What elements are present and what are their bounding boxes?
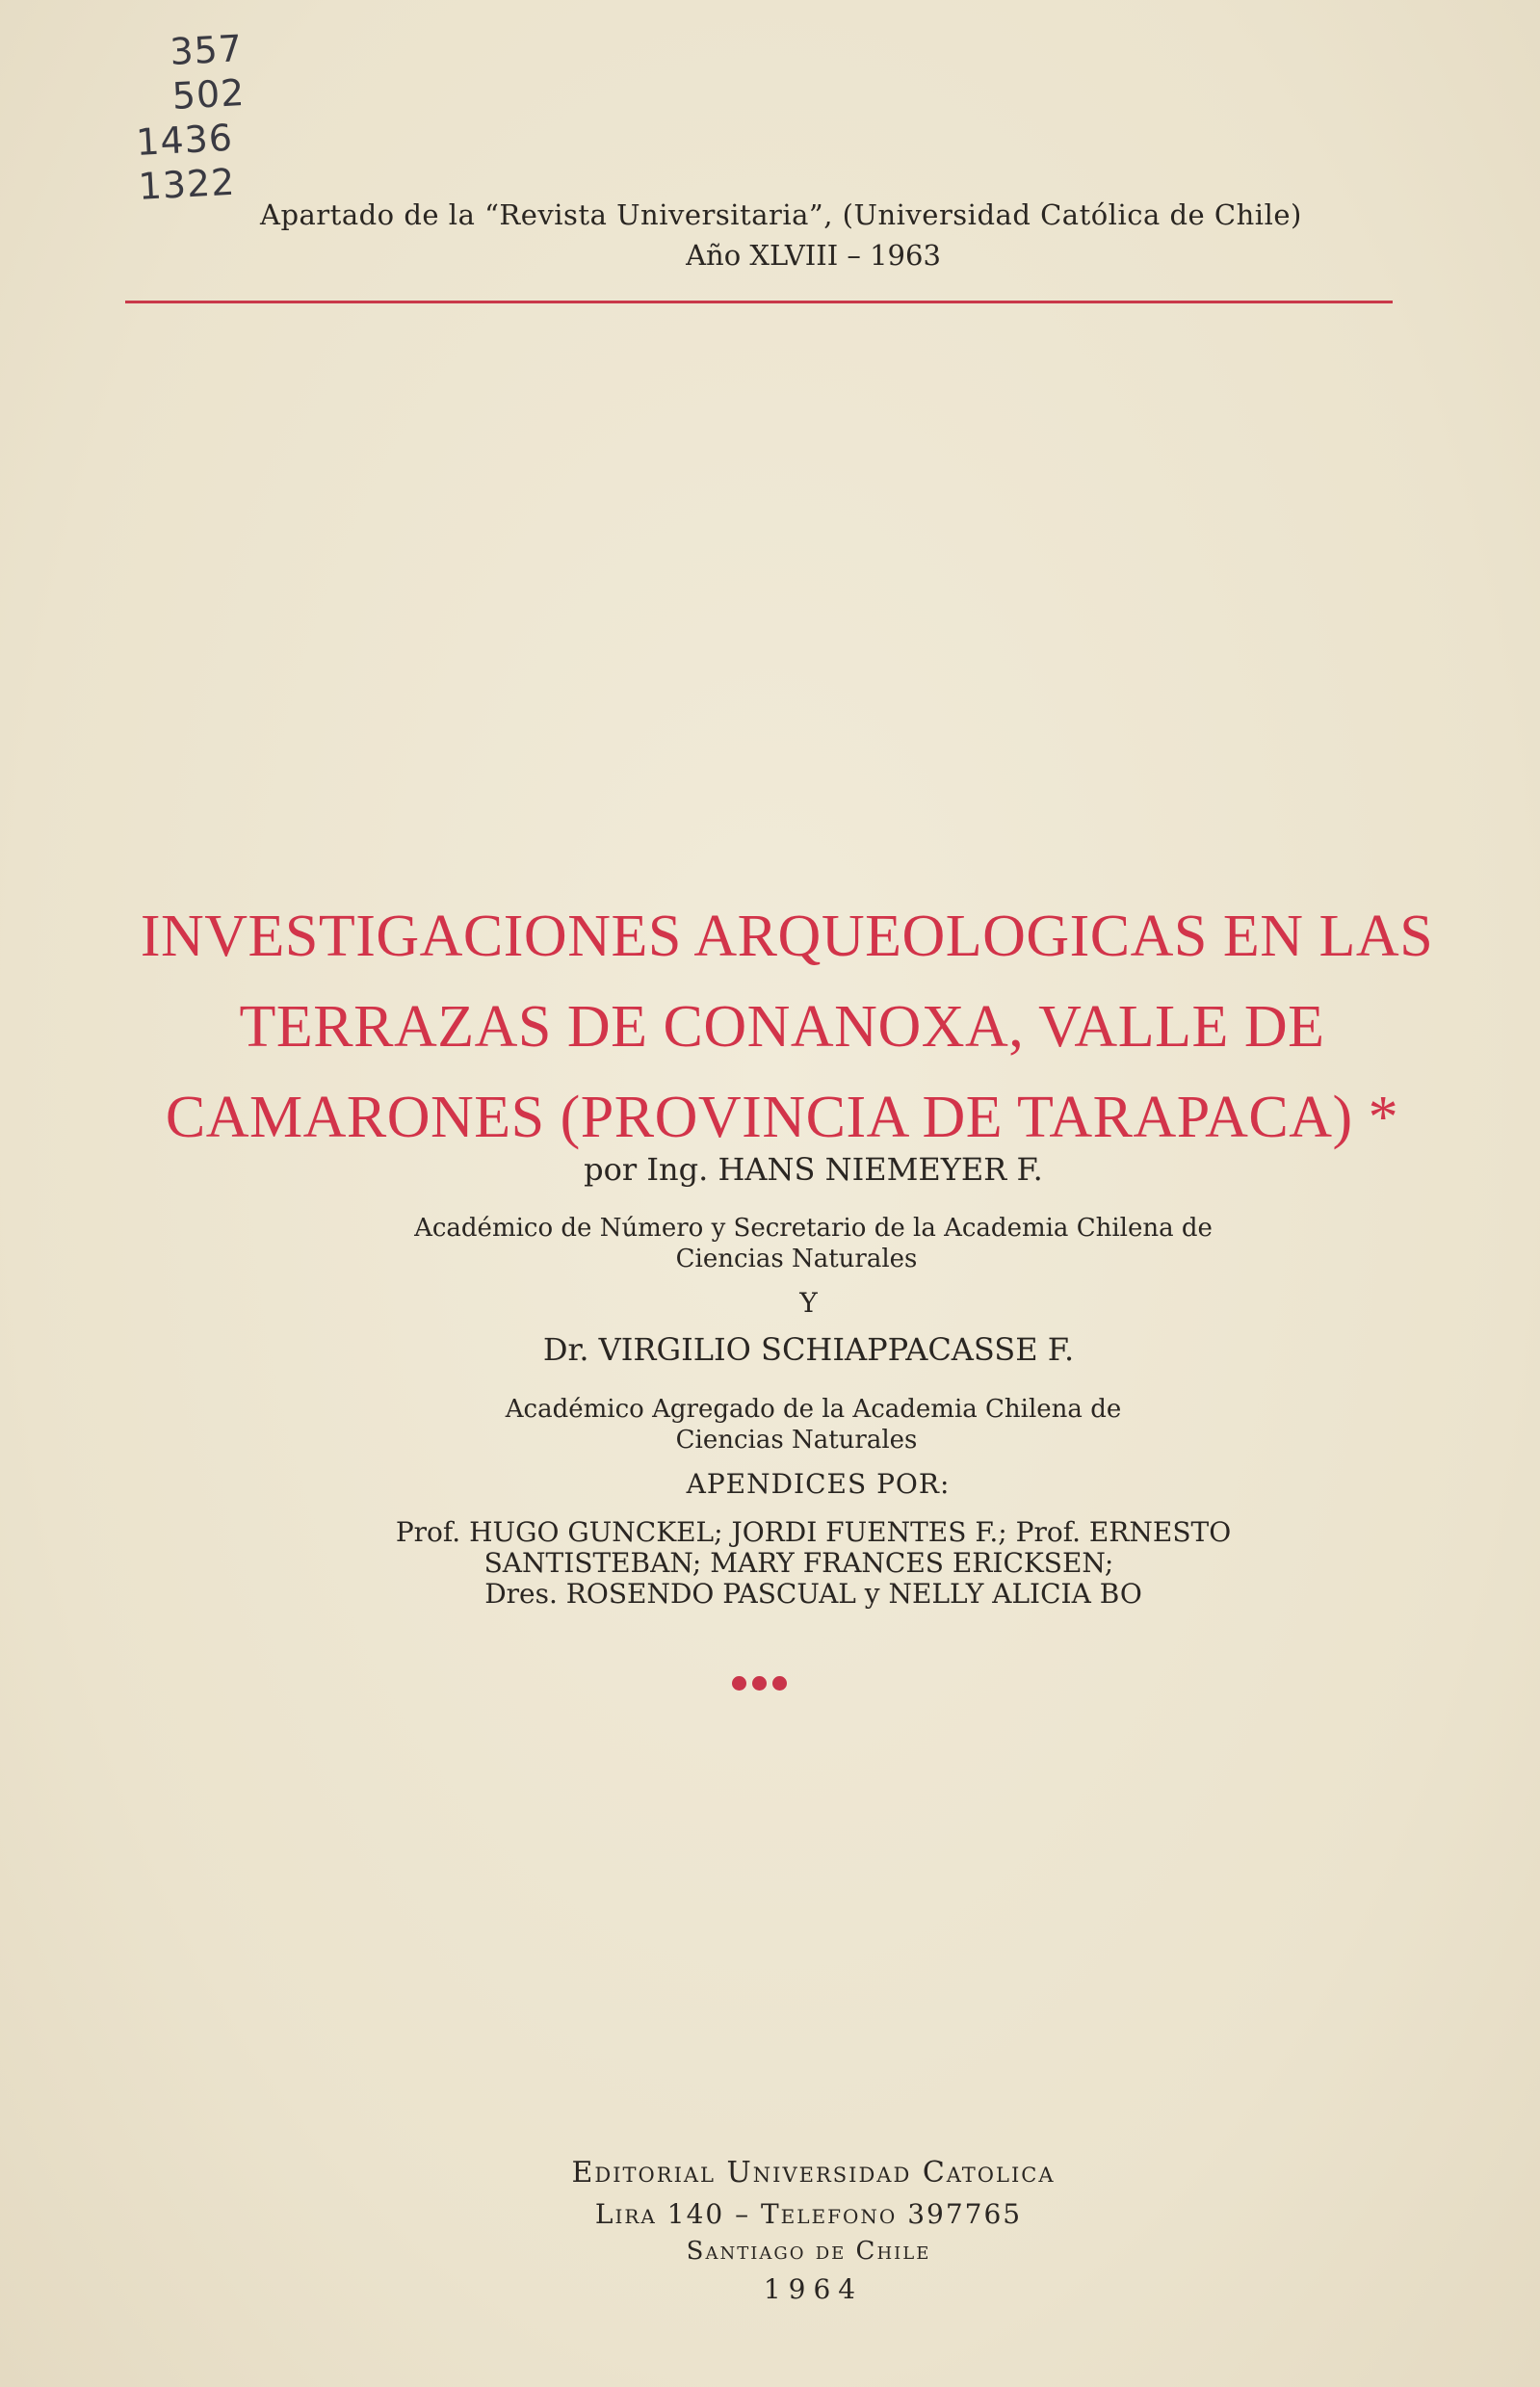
handwritten-note: 502 — [170, 71, 247, 118]
title-line-3: CAMARONES (PROVINCIA DE TARAPACA) * — [165, 1085, 1399, 1150]
publisher-city: Santiago de Chile — [686, 2237, 931, 2266]
title-line-2: TERRAZAS DE CONANOXA, VALLE DE — [239, 994, 1325, 1060]
ornament-dot — [752, 1676, 767, 1691]
handwritten-note: 1436 — [135, 116, 235, 164]
handwritten-note: 1322 — [137, 160, 237, 208]
appendix-authors-line-3: Dres. ROSENDO PASCUAL y NELLY ALICIA BO — [484, 1578, 1142, 1610]
author-1-affiliation: Académico de Número y Secretario de la Academia Chilena de — [414, 1214, 1213, 1243]
author-1-affiliation-cont: Ciencias Naturales — [675, 1245, 918, 1273]
author-1-name: por Ing. HANS NIEMEYER F. — [584, 1151, 1043, 1188]
red-dot-ornament — [732, 1676, 790, 1692]
author-conjunction: Y — [799, 1287, 818, 1319]
title-line-1: INVESTIGACIONES ARQUEOLOGICAS EN LAS — [140, 904, 1434, 969]
publication-year: 1964 — [763, 2273, 864, 2305]
appendix-authors-line-2: SANTISTEBAN; MARY FRANCES ERICKSEN; — [483, 1547, 1114, 1579]
publisher-name: Editorial Universidad Catolica — [571, 2156, 1056, 2190]
ornament-dot — [772, 1676, 787, 1691]
offprint-year-line: Año XLVIII – 1963 — [686, 239, 941, 272]
red-divider-rule — [125, 301, 1393, 303]
author-2-affiliation: Académico Agregado de la Academia Chilena de — [505, 1395, 1122, 1424]
handwritten-note: 357 — [169, 27, 244, 73]
appendices-heading: APENDICES POR: — [686, 1468, 951, 1500]
author-2-affiliation-cont: Ciencias Naturales — [675, 1426, 918, 1455]
author-2-name: Dr. VIRGILIO SCHIAPPACASSE F. — [542, 1331, 1075, 1368]
article-title — [0, 891, 1540, 1163]
handwritten-catalog-numbers — [130, 26, 250, 209]
ornament-dot — [732, 1676, 746, 1691]
offprint-source-line: Apartado de la “Revista Universitaria”, (Universidad Católica de Chile) — [260, 198, 1302, 231]
publisher-address: Lira 140 – Telefono 397765 — [594, 2198, 1023, 2230]
appendix-authors-line-1: Prof. HUGO GUNCKEL; JORDI FUENTES F.; Prof. ERNESTO — [395, 1516, 1232, 1548]
